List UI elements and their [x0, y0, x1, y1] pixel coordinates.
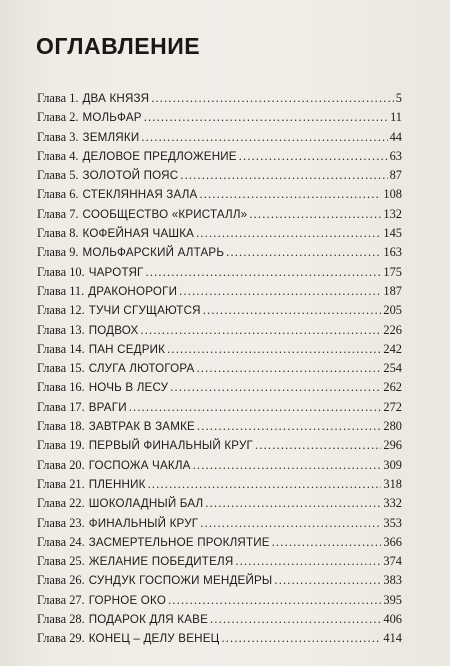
toc-entry [37, 108, 402, 127]
page-number: 272 [383, 399, 402, 414]
toc-entry [37, 185, 402, 204]
dot-leader [170, 378, 381, 397]
toc-entry [37, 301, 402, 320]
chapter-number: Глава 23. [37, 515, 85, 530]
toc-entry [37, 591, 402, 610]
page-number: 280 [383, 419, 402, 434]
chapter-number: Глава 25. [37, 554, 85, 569]
chapter-title: ЗАВТРАК В ЗАМКЕ [88, 420, 195, 434]
chapter-number: Глава 13. [37, 322, 85, 337]
chapter-number: Глава 24. [37, 534, 85, 549]
toc-entry [37, 552, 402, 571]
chapter-title: ЗАСМЕРТЕЛЬНОЕ ПРОКЛЯТИЕ [88, 535, 270, 549]
toc-entry [37, 205, 402, 224]
page-number: 332 [383, 496, 402, 511]
page-number: 187 [383, 283, 402, 298]
toc-entry [37, 533, 402, 552]
chapter-number: Глава 3. [37, 129, 79, 144]
toc-entry [37, 494, 402, 513]
page-number: 414 [383, 631, 402, 646]
page-number: 318 [383, 476, 402, 491]
page-number: 374 [383, 554, 402, 569]
dot-leader [255, 436, 381, 455]
dot-leader [235, 552, 381, 571]
toc-entry [37, 571, 402, 590]
page-number: 254 [383, 361, 402, 376]
chapter-number: Глава 7. [37, 206, 79, 221]
toc-entry [37, 514, 402, 533]
toc-entry [37, 166, 402, 185]
toc-entry [37, 128, 402, 147]
page-number: 226 [383, 322, 402, 337]
page-title: ОГЛАВЛЕНИЕ [36, 33, 201, 59]
chapter-title: ДВА КНЯЗЯ [82, 92, 150, 105]
page-number: 175 [383, 264, 402, 279]
page-number: 383 [383, 573, 402, 588]
chapter-title: СТЕКЛЯННАЯ ЗАЛА [82, 188, 198, 202]
chapter-title: ДРАКОНОРОГИ [88, 284, 178, 298]
dot-leader [129, 398, 382, 417]
chapter-number: Глава 22. [37, 496, 85, 511]
chapter-title: ШОКОЛАДНЫЙ БАЛ [88, 497, 204, 511]
dot-leader [197, 359, 382, 378]
dot-leader [221, 629, 381, 648]
toc-entry [37, 224, 402, 243]
chapter-number: Глава 9. [37, 245, 79, 260]
chapter-number: Глава 2. [37, 110, 79, 125]
chapter-title: ДЕЛОВОЕ ПРЕДЛОЖЕНИЕ [82, 149, 237, 163]
chapter-number: Глава 4. [37, 148, 79, 163]
chapter-title: ФИНАЛЬНЫЙ КРУГ [88, 516, 199, 530]
chapter-title: ЗОЛОТОЙ ПОЯС [82, 169, 179, 183]
toc-entry [37, 282, 402, 301]
page-number: 5 [395, 91, 402, 105]
toc-entry [37, 340, 402, 359]
page-number: 205 [383, 303, 402, 318]
chapter-number: Глава 27. [37, 592, 85, 607]
chapter-title: НОЧЬ В ЛЕСУ [88, 381, 169, 395]
chapter-title: СЛУГА ЛЮТОГОРА [88, 362, 195, 376]
chapter-title: ПЛЕННИК [88, 477, 146, 491]
toc-entry [37, 89, 402, 108]
dot-leader [180, 166, 387, 185]
chapter-title: ГОРНОЕ ОКО [88, 593, 167, 607]
chapter-number: Глава 20. [37, 457, 85, 472]
chapter-title: ПОДАРОК ДЛЯ КАВЕ [88, 613, 209, 627]
chapter-title: КОНЕЦ – ДЕЛУ ВЕНЕЦ [88, 632, 220, 646]
page-number: 406 [383, 612, 402, 627]
page-number: 11 [390, 110, 402, 125]
toc-entry [37, 398, 402, 417]
chapter-title: СУНДУК ГОСПОЖИ МЕНДЕЙРЫ [88, 574, 273, 588]
page-number: 309 [383, 457, 402, 472]
chapter-number: Глава 15. [37, 361, 85, 376]
dot-leader [197, 417, 381, 436]
chapter-number: Глава 17. [37, 399, 85, 414]
table-of-contents [37, 89, 402, 649]
chapter-title: СООБЩЕСТВО «КРИСТАЛЛ» [82, 207, 248, 221]
dot-leader [272, 533, 382, 552]
chapter-title: ЧАРОТЯГ [88, 265, 144, 279]
dot-leader [144, 108, 388, 127]
dot-leader [193, 456, 382, 475]
chapter-title: ЖЕЛАНИЕ ПОБЕДИТЕЛЯ [88, 555, 234, 569]
chapter-number: Глава 5. [37, 168, 79, 183]
toc-entry [37, 610, 402, 629]
chapter-title: ПОДВОХ [88, 323, 139, 337]
page-number: 395 [383, 592, 402, 607]
chapter-title: ГОСПОЖА ЧАКЛА [88, 458, 191, 472]
page-number: 366 [383, 534, 402, 549]
dot-leader [200, 514, 381, 533]
chapter-title: ПЕРВЫЙ ФИНАЛЬНЫЙ КРУГ [88, 439, 254, 453]
page-number: 87 [389, 168, 402, 183]
dot-leader [179, 282, 381, 301]
dot-leader [205, 494, 381, 513]
chapter-number: Глава 10. [37, 264, 85, 279]
dot-leader [146, 263, 382, 282]
chapter-number: Глава 8. [37, 226, 79, 241]
toc-entry [37, 147, 402, 166]
toc-entry [37, 359, 402, 378]
toc-entry [37, 436, 402, 455]
toc-entry [37, 475, 402, 494]
dot-leader [226, 243, 381, 262]
page-number: 163 [383, 245, 402, 260]
dot-leader [210, 610, 381, 629]
toc-entry [37, 321, 402, 340]
chapter-number: Глава 1. [37, 91, 79, 105]
toc-entry [37, 378, 402, 397]
dot-leader [168, 591, 381, 610]
chapter-title: МОЛЬФАР [82, 111, 142, 125]
dot-leader [141, 128, 387, 147]
page-number: 296 [383, 438, 402, 453]
chapter-number: Глава 16. [37, 380, 85, 395]
chapter-title: ПАН СЕДРИК [88, 342, 166, 356]
dot-leader [196, 224, 381, 243]
chapter-title: ЗЕМЛЯКИ [82, 130, 140, 144]
page-number: 353 [383, 515, 402, 530]
dot-leader [167, 340, 381, 359]
toc-entry [37, 263, 402, 282]
page-number: 145 [383, 226, 402, 241]
chapter-title: ВРАГИ [88, 400, 127, 414]
dot-leader [151, 89, 394, 108]
page-number: 262 [383, 380, 402, 395]
dot-leader [203, 301, 382, 320]
toc-entry [37, 629, 402, 648]
dot-leader [140, 321, 381, 340]
dot-leader [274, 571, 381, 590]
chapter-number: Глава 21. [37, 476, 85, 491]
chapter-number: Глава 18. [37, 419, 85, 434]
page-number: 242 [383, 341, 402, 356]
page-number: 44 [389, 129, 402, 144]
page-number: 132 [383, 206, 402, 221]
chapter-number: Глава 29. [37, 631, 85, 646]
toc-entry [37, 417, 402, 436]
chapter-number: Глава 14. [37, 341, 85, 356]
chapter-number: Глава 26. [37, 573, 85, 588]
dot-leader [148, 475, 382, 494]
chapter-number: Глава 12. [37, 303, 85, 318]
toc-entry [37, 243, 402, 262]
dot-leader [239, 147, 388, 166]
page-number: 108 [383, 187, 402, 202]
dot-leader [199, 185, 381, 204]
chapter-number: Глава 6. [37, 187, 79, 202]
chapter-title: МОЛЬФАРСКИЙ АЛТАРЬ [82, 246, 225, 260]
chapter-number: Глава 19. [37, 438, 85, 453]
chapter-number: Глава 11. [37, 283, 85, 298]
chapter-title: ТУЧИ СГУЩАЮТСЯ [88, 304, 201, 318]
chapter-number: Глава 28. [37, 612, 85, 627]
chapter-title: КОФЕЙНАЯ ЧАШКА [82, 227, 195, 241]
dot-leader [249, 205, 381, 224]
toc-entry [37, 456, 402, 475]
page-number: 63 [389, 148, 402, 163]
